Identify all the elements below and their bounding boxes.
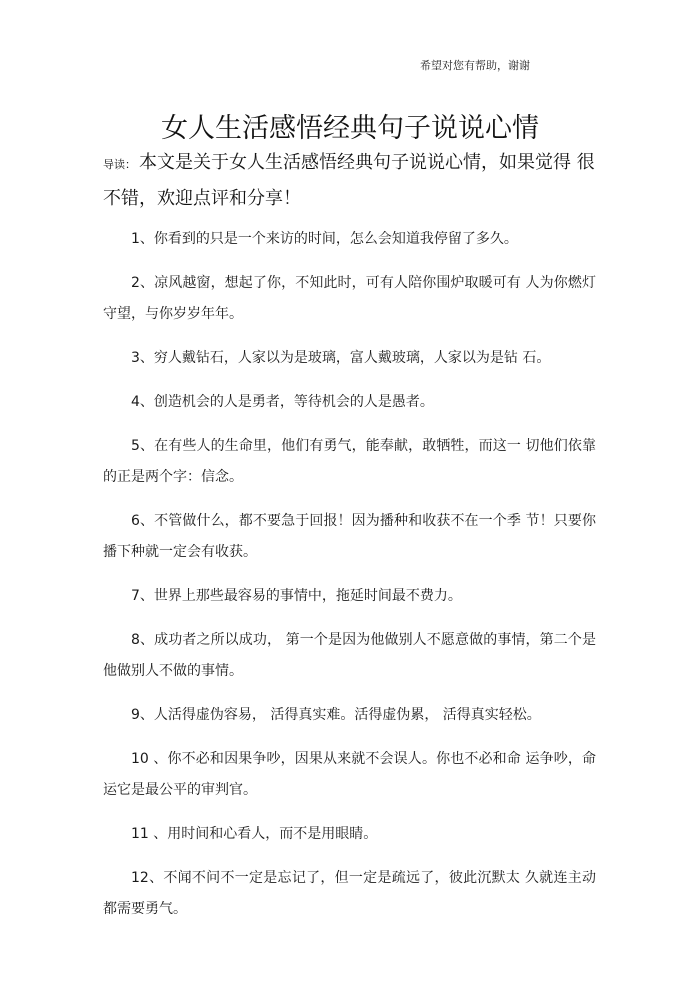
- quote-item-7: 7、世界上那些最容易的事情中，拖延时间最不费力。: [131, 588, 462, 604]
- header-note: 希望对您有帮助，谢谢: [420, 59, 530, 72]
- quote-item-1: 1、你看到的只是一个来访的时间，怎么会知道我停留了多久。: [131, 231, 518, 247]
- quote-item-6: 6、不管做什么，都不要急于回报！因为播种和收获不在一个季 节！只要你播下种就一定会有收获。: [103, 513, 596, 560]
- quote-item-10: 10 、你不必和因果争吵，因果从来就不会误人。你也不必和命 运争吵，命运它是最公平的审判官。: [103, 751, 596, 798]
- quote-item-9: 9、人活得虚伪容易， 活得真实难。活得虚伪累， 活得真实轻松。: [131, 707, 541, 723]
- quote-list: [103, 224, 596, 938]
- quote-item-12: 12、不闻不问不一定是忘记了，但一定是疏远了，彼此沉默太 久就连主动都需要勇气。: [103, 870, 596, 917]
- intro-label: 导读：: [103, 158, 136, 171]
- quote-item-11: 11 、用时间和心看人，而不是用眼睛。: [131, 826, 378, 842]
- quote-item-2: 2、凉风越窗，想起了你，不知此时，可有人陪你围炉取暖可有 人为你燃灯守望，与你岁岁年年。: [103, 275, 596, 322]
- intro-paragraph: [103, 146, 603, 216]
- intro-text: 本文是关于女人生活感悟经典句子说说心情，如果觉得 很不错，欢迎点评和分享！: [103, 152, 595, 209]
- quote-item-5: 5、在有些人的生命里，他们有勇气，能奉献，敢牺牲，而这一 切他们依靠的正是两个字：信念。: [103, 438, 596, 485]
- quote-item-8: 8、成功者之所以成功， 第一个是因为他做别人不愿意做的事情，第二个是他做别人不做的事情。: [103, 632, 596, 679]
- quote-item-4: 4、创造机会的人是勇者，等待机会的人是愚者。: [131, 394, 434, 410]
- document-title: 女人生活感悟经典句子说说心情: [161, 113, 539, 144]
- quote-item-3: 3、穷人戴钻石，人家以为是玻璃，富人戴玻璃，人家以为是钻 石。: [131, 350, 551, 366]
